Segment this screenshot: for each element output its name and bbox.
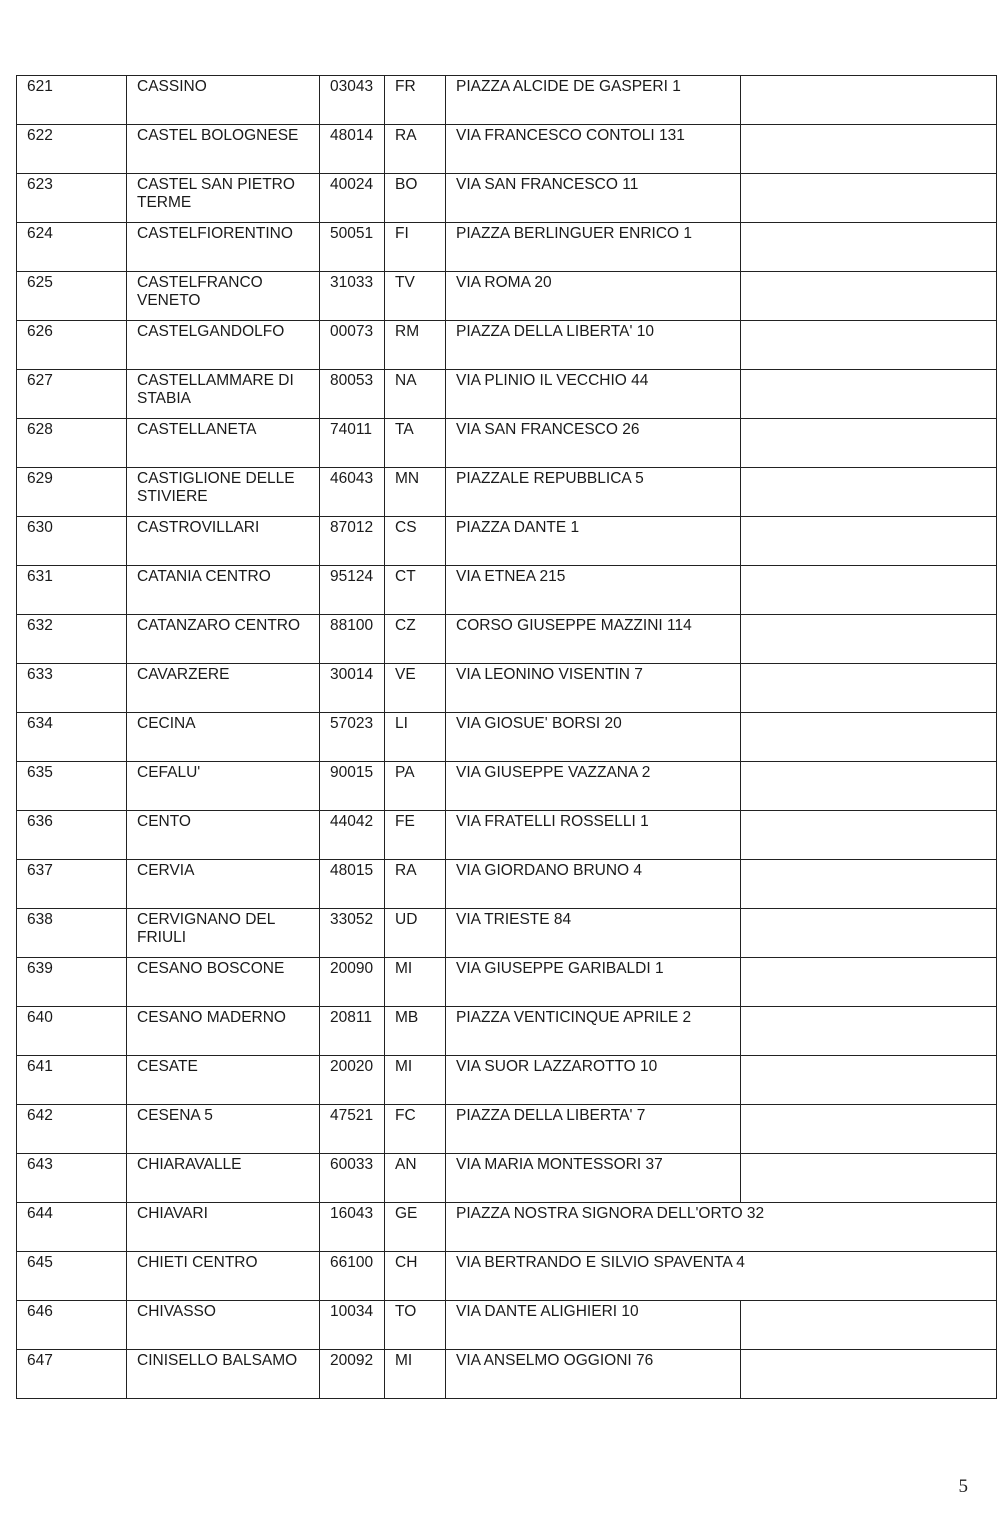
table-row [17, 321, 997, 370]
address-cell: PIAZZALE REPUBBLICA 5 [446, 468, 741, 517]
row-number-cell: 633 [17, 664, 127, 713]
city-cell: CASTIGLIONE DELLE STIVIERE [127, 468, 320, 517]
table-row [17, 174, 997, 223]
city-cell: CATANIA CENTRO [127, 566, 320, 615]
city-cell: CATANZARO CENTRO [127, 615, 320, 664]
city-cell: CINISELLO BALSAMO [127, 1350, 320, 1399]
postal-code-cell: 20092 [320, 1350, 385, 1399]
province-cell: FR [385, 76, 446, 125]
address-cell: VIA DANTE ALIGHIERI 10 [446, 1301, 741, 1350]
notes-cell [741, 1350, 997, 1399]
postal-code-cell: 74011 [320, 419, 385, 468]
postal-code-cell: 16043 [320, 1203, 385, 1252]
city-cell: CASTROVILLARI [127, 517, 320, 566]
notes-cell [741, 1252, 997, 1301]
notes-cell [741, 1154, 997, 1203]
address-cell: VIA FRANCESCO CONTOLI 131 [446, 125, 741, 174]
postal-code-cell: 30014 [320, 664, 385, 713]
postal-code-cell: 46043 [320, 468, 385, 517]
city-cell: CEFALU' [127, 762, 320, 811]
postal-code-cell: 20020 [320, 1056, 385, 1105]
row-number-cell: 621 [17, 76, 127, 125]
row-number-cell: 638 [17, 909, 127, 958]
province-cell: CT [385, 566, 446, 615]
province-cell: FI [385, 223, 446, 272]
notes-cell [741, 860, 997, 909]
province-cell: UD [385, 909, 446, 958]
address-cell: PIAZZA DELLA LIBERTA' 10 [446, 321, 741, 370]
address-cell: PIAZZA BERLINGUER ENRICO 1 [446, 223, 741, 272]
address-cell: VIA ROMA 20 [446, 272, 741, 321]
branch-table-body [17, 76, 997, 1399]
notes-cell [741, 272, 997, 321]
address-cell: VIA LEONINO VISENTIN 7 [446, 664, 741, 713]
table-row [17, 958, 997, 1007]
row-number-cell: 644 [17, 1203, 127, 1252]
postal-code-cell: 88100 [320, 615, 385, 664]
row-number-cell: 635 [17, 762, 127, 811]
table-row [17, 1007, 997, 1056]
row-number-cell: 636 [17, 811, 127, 860]
row-number-cell: 632 [17, 615, 127, 664]
province-cell: NA [385, 370, 446, 419]
address-cell: PIAZZA NOSTRA SIGNORA DELL'ORTO 32 [446, 1203, 741, 1252]
postal-code-cell: 47521 [320, 1105, 385, 1154]
postal-code-cell: 00073 [320, 321, 385, 370]
city-cell: CHIVASSO [127, 1301, 320, 1350]
postal-code-cell: 50051 [320, 223, 385, 272]
address-cell: VIA SAN FRANCESCO 11 [446, 174, 741, 223]
postal-code-cell: 90015 [320, 762, 385, 811]
province-cell: TA [385, 419, 446, 468]
province-cell: VE [385, 664, 446, 713]
row-number-cell: 646 [17, 1301, 127, 1350]
address-cell: PIAZZA VENTICINQUE APRILE 2 [446, 1007, 741, 1056]
city-cell: CAVARZERE [127, 664, 320, 713]
city-cell: CASTEL BOLOGNESE [127, 125, 320, 174]
table-row [17, 664, 997, 713]
postal-code-cell: 10034 [320, 1301, 385, 1350]
table-row [17, 1301, 997, 1350]
notes-cell [741, 958, 997, 1007]
notes-cell [741, 1056, 997, 1105]
province-cell: CH [385, 1252, 446, 1301]
city-cell: CASTELFIORENTINO [127, 223, 320, 272]
city-cell: CASTEL SAN PIETRO TERME [127, 174, 320, 223]
postal-code-cell: 03043 [320, 76, 385, 125]
city-cell: CHIARAVALLE [127, 1154, 320, 1203]
row-number-cell: 645 [17, 1252, 127, 1301]
table-row [17, 370, 997, 419]
row-number-cell: 642 [17, 1105, 127, 1154]
city-cell: CESATE [127, 1056, 320, 1105]
city-cell: CERVIA [127, 860, 320, 909]
address-cell: VIA ETNEA 215 [446, 566, 741, 615]
address-cell: PIAZZA DANTE 1 [446, 517, 741, 566]
city-cell: CESENA 5 [127, 1105, 320, 1154]
province-cell: MI [385, 958, 446, 1007]
postal-code-cell: 57023 [320, 713, 385, 762]
row-number-cell: 634 [17, 713, 127, 762]
postal-code-cell: 20090 [320, 958, 385, 1007]
province-cell: TV [385, 272, 446, 321]
city-cell: CASTELFRANCO VENETO [127, 272, 320, 321]
notes-cell [741, 1203, 997, 1252]
province-cell: CZ [385, 615, 446, 664]
city-cell: CASTELGANDOLFO [127, 321, 320, 370]
table-row [17, 860, 997, 909]
province-cell: MI [385, 1350, 446, 1399]
row-number-cell: 624 [17, 223, 127, 272]
notes-cell [741, 1105, 997, 1154]
table-row [17, 762, 997, 811]
province-cell: RM [385, 321, 446, 370]
address-cell: VIA BERTRANDO E SILVIO SPAVENTA 4 [446, 1252, 741, 1301]
notes-cell [741, 125, 997, 174]
province-cell: GE [385, 1203, 446, 1252]
row-number-cell: 629 [17, 468, 127, 517]
province-cell: CS [385, 517, 446, 566]
notes-cell [741, 566, 997, 615]
city-cell: CESANO MADERNO [127, 1007, 320, 1056]
province-cell: MN [385, 468, 446, 517]
row-number-cell: 637 [17, 860, 127, 909]
table-row [17, 713, 997, 762]
table-row [17, 1350, 997, 1399]
province-cell: FC [385, 1105, 446, 1154]
address-cell: CORSO GIUSEPPE MAZZINI 114 [446, 615, 741, 664]
province-cell: MB [385, 1007, 446, 1056]
province-cell: PA [385, 762, 446, 811]
notes-cell [741, 370, 997, 419]
postal-code-cell: 20811 [320, 1007, 385, 1056]
notes-cell [741, 909, 997, 958]
row-number-cell: 631 [17, 566, 127, 615]
notes-cell [741, 713, 997, 762]
table-row [17, 517, 997, 566]
notes-cell [741, 615, 997, 664]
row-number-cell: 622 [17, 125, 127, 174]
city-cell: CHIETI CENTRO [127, 1252, 320, 1301]
row-number-cell: 630 [17, 517, 127, 566]
page-number: 5 [958, 1476, 968, 1497]
row-number-cell: 647 [17, 1350, 127, 1399]
postal-code-cell: 80053 [320, 370, 385, 419]
city-cell: CASSINO [127, 76, 320, 125]
postal-code-cell: 87012 [320, 517, 385, 566]
postal-code-cell: 66100 [320, 1252, 385, 1301]
notes-cell [741, 419, 997, 468]
table-row [17, 1203, 997, 1252]
address-cell: VIA GIOSUE' BORSI 20 [446, 713, 741, 762]
table-row [17, 76, 997, 125]
table-row [17, 419, 997, 468]
row-number-cell: 625 [17, 272, 127, 321]
address-cell: PIAZZA ALCIDE DE GASPERI 1 [446, 76, 741, 125]
province-cell: RA [385, 125, 446, 174]
row-number-cell: 641 [17, 1056, 127, 1105]
address-cell: VIA PLINIO IL VECCHIO 44 [446, 370, 741, 419]
province-cell: LI [385, 713, 446, 762]
notes-cell [741, 174, 997, 223]
city-cell: CESANO BOSCONE [127, 958, 320, 1007]
notes-cell [741, 321, 997, 370]
table-row [17, 615, 997, 664]
row-number-cell: 627 [17, 370, 127, 419]
table-row [17, 223, 997, 272]
notes-cell [741, 223, 997, 272]
row-number-cell: 628 [17, 419, 127, 468]
table-row [17, 125, 997, 174]
table-row [17, 811, 997, 860]
city-cell: CASTELLANETA [127, 419, 320, 468]
table-row [17, 1252, 997, 1301]
postal-code-cell: 48014 [320, 125, 385, 174]
city-cell: CERVIGNANO DEL FRIULI [127, 909, 320, 958]
address-cell: VIA TRIESTE 84 [446, 909, 741, 958]
postal-code-cell: 40024 [320, 174, 385, 223]
address-cell: VIA ANSELMO OGGIONI 76 [446, 1350, 741, 1399]
row-number-cell: 623 [17, 174, 127, 223]
postal-code-cell: 44042 [320, 811, 385, 860]
table-row [17, 272, 997, 321]
province-cell: RA [385, 860, 446, 909]
province-cell: MI [385, 1056, 446, 1105]
postal-code-cell: 31033 [320, 272, 385, 321]
table-row [17, 468, 997, 517]
notes-cell [741, 517, 997, 566]
address-cell: VIA GIUSEPPE GARIBALDI 1 [446, 958, 741, 1007]
address-cell: VIA GIUSEPPE VAZZANA 2 [446, 762, 741, 811]
city-cell: CHIAVARI [127, 1203, 320, 1252]
address-cell: PIAZZA DELLA LIBERTA' 7 [446, 1105, 741, 1154]
row-number-cell: 639 [17, 958, 127, 1007]
table-row [17, 1105, 997, 1154]
address-cell: VIA MARIA MONTESSORI 37 [446, 1154, 741, 1203]
notes-cell [741, 76, 997, 125]
city-cell: CECINA [127, 713, 320, 762]
province-cell: TO [385, 1301, 446, 1350]
notes-cell [741, 664, 997, 713]
table-row [17, 566, 997, 615]
city-cell: CENTO [127, 811, 320, 860]
postal-code-cell: 60033 [320, 1154, 385, 1203]
table-row [17, 1154, 997, 1203]
address-cell: VIA SAN FRANCESCO 26 [446, 419, 741, 468]
notes-cell [741, 811, 997, 860]
row-number-cell: 626 [17, 321, 127, 370]
postal-code-cell: 95124 [320, 566, 385, 615]
province-cell: AN [385, 1154, 446, 1203]
address-cell: VIA SUOR LAZZAROTTO 10 [446, 1056, 741, 1105]
address-cell: VIA FRATELLI ROSSELLI 1 [446, 811, 741, 860]
notes-cell [741, 1007, 997, 1056]
province-cell: BO [385, 174, 446, 223]
notes-cell [741, 1301, 997, 1350]
city-cell: CASTELLAMMARE DI STABIA [127, 370, 320, 419]
address-cell: VIA GIORDANO BRUNO 4 [446, 860, 741, 909]
branch-table [16, 75, 997, 1399]
postal-code-cell: 33052 [320, 909, 385, 958]
notes-cell [741, 762, 997, 811]
province-cell: FE [385, 811, 446, 860]
notes-cell [741, 468, 997, 517]
postal-code-cell: 48015 [320, 860, 385, 909]
table-row [17, 1056, 997, 1105]
row-number-cell: 643 [17, 1154, 127, 1203]
row-number-cell: 640 [17, 1007, 127, 1056]
table-row [17, 909, 997, 958]
